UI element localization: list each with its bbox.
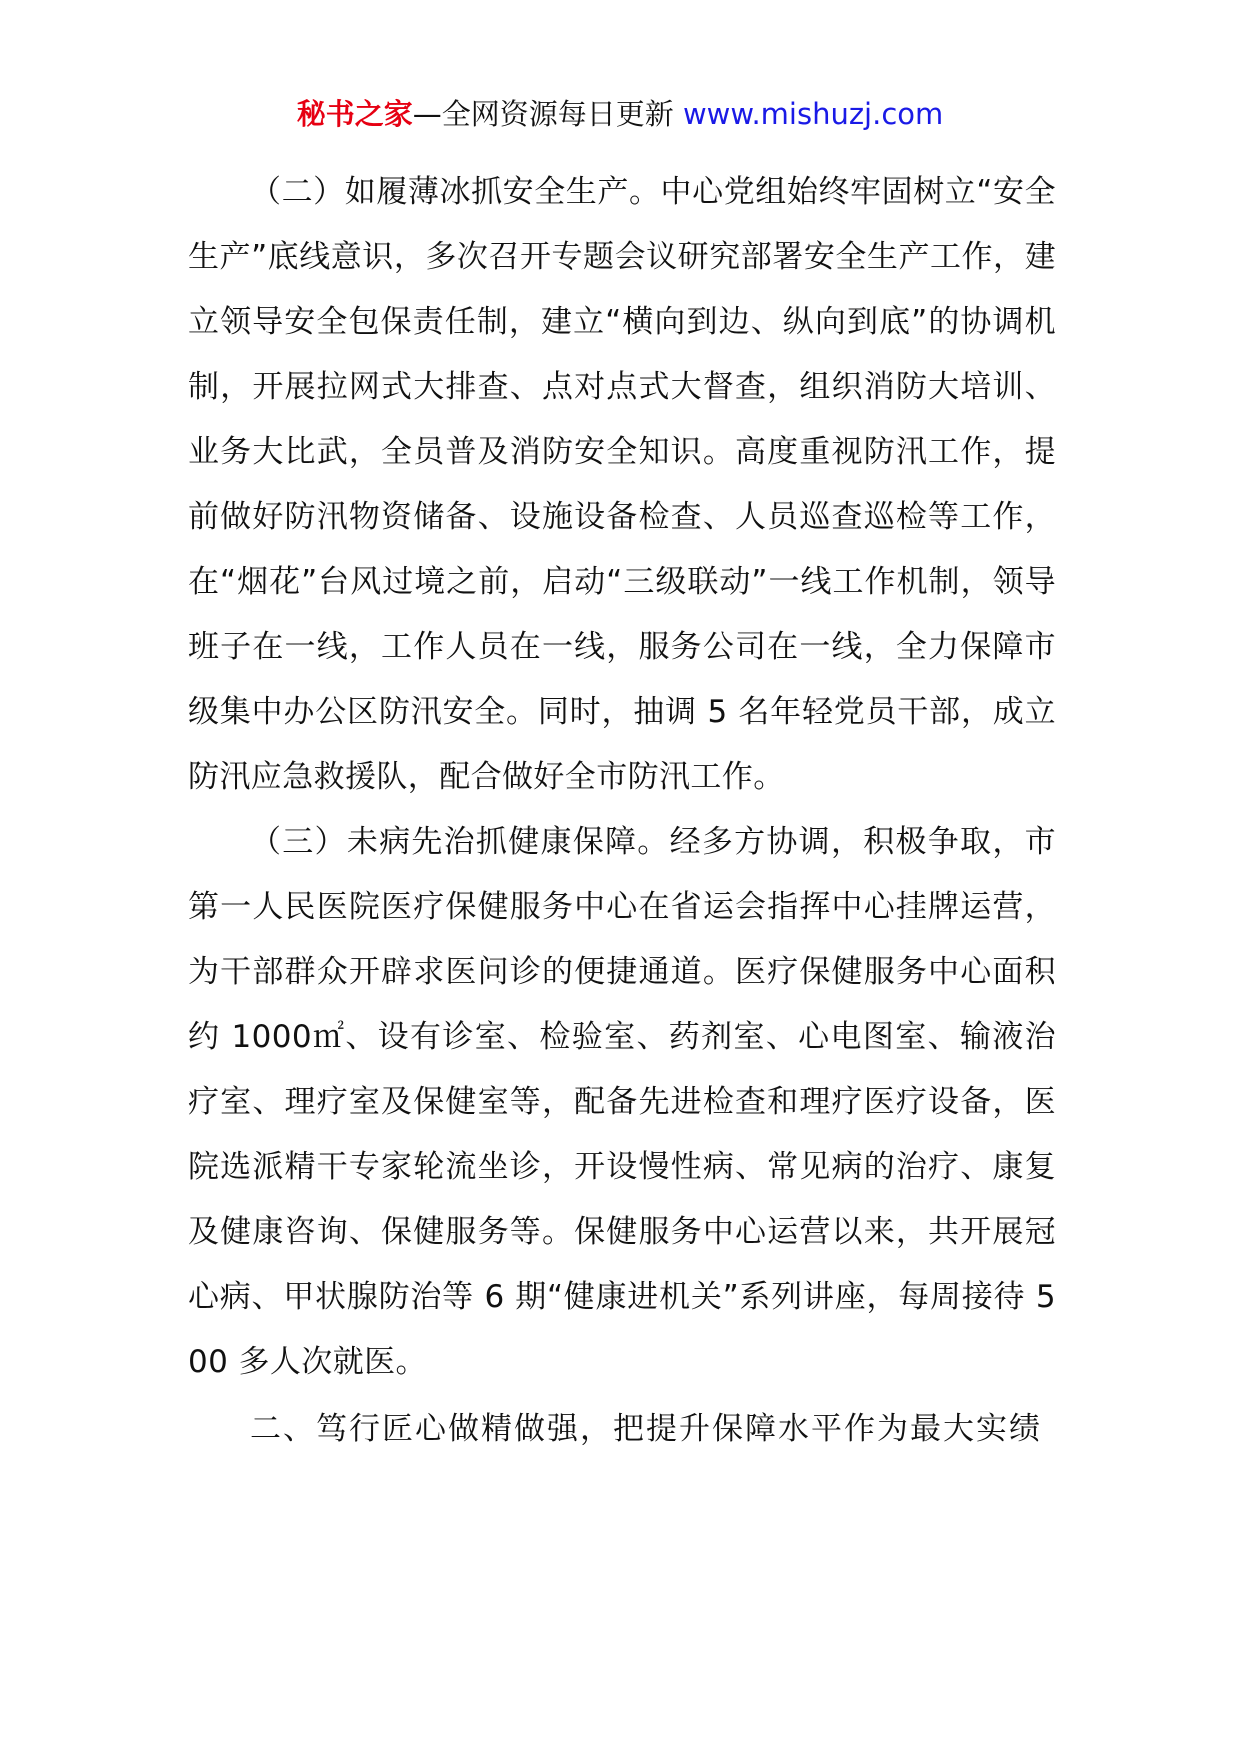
site-banner <box>0 94 1240 134</box>
document-body <box>188 160 1056 1462</box>
banner-tagline: —全网资源每日更新 <box>412 97 674 131</box>
paragraph-health-protection: （三）未病先治抓健康保障。经多方协调，积极争取，市第一人民医院医疗保健服务中心在省运会指挥中心挂牌运营，为干部群众开辟求医问诊的便捷通道。医疗保健服务中心面积约 1000㎡、设有诊室、检验室、药剂室、心电图室、输液治疗室、理疗室及保健室等，配备先进检查和理疗医疗设备，医院选派精干专家轮流坐诊，开设慢性病、常见病的治疗、康复及健康咨询、保健服务等。保健服务中心运营以来，共开展冠心病、甲状腺防治等 6 期“健康进机关”系列讲座，每周接待 500 多人次就医。 <box>188 824 1056 1380</box>
paragraph-safety-production: （二）如履薄冰抓安全生产。中心党组始终牢固树立“安全生产”底线意识，多次召开专题会议研究部署安全生产工作，建立领导安全包保责任制，建立“横向到边、纵向到底”的协调机制，开展拉网式大排查、点对点式大督查，组织消防大培训、业务大比武，全员普及消防安全知识。高度重视防汛工作，提前做好防汛物资储备、设施设备检查、人员巡查巡检等工作，在“烟花”台风过境之前，启动“三级联动”一线工作机制，领导班子在一线，工作人员在一线，服务公司在一线，全力保障市级集中办公区防汛安全。同时，抽调 5 名年轻党员干部，成立防汛应急救援队，配合做好全市防汛工作。 <box>188 174 1056 795</box>
site-url-link[interactable]: www.mishuzj.com <box>682 97 944 131</box>
brand-name: 秘书之家 <box>296 97 413 131</box>
section-heading: 二、笃行匠心做精做强，把提升保障水平作为最大实绩 <box>250 1411 1042 1447</box>
